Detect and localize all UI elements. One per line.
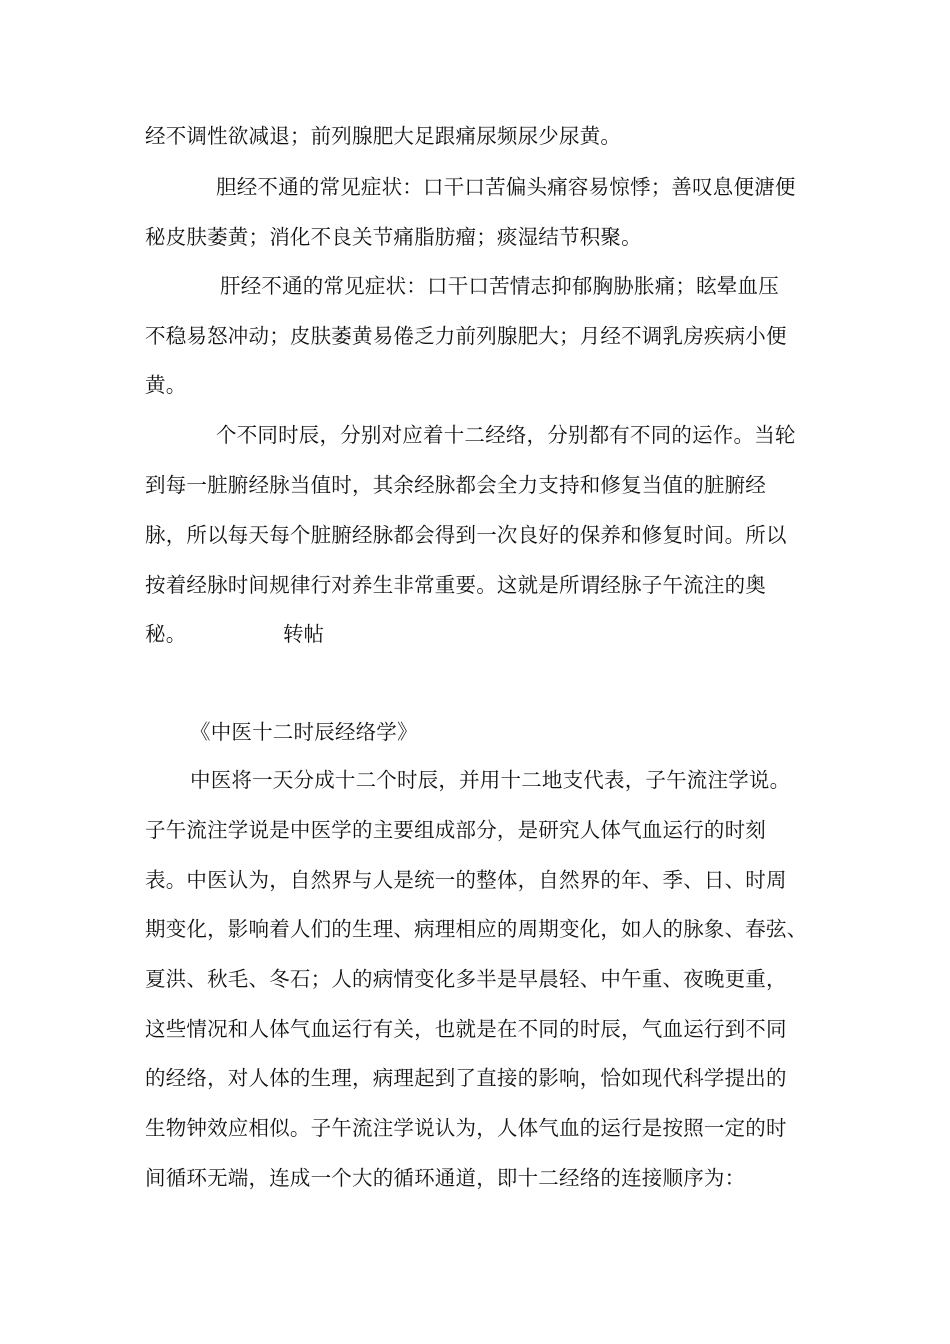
text-line: 生物钟效应相似。子午流注学说认为，人体气血的运行是按照一定的时: [145, 1116, 787, 1140]
text-line: 不稳易怒冲动；皮肤萎黄易倦乏力前列腺肥大；月经不调乳房疾病小便: [145, 324, 787, 348]
text-line: 秘。: [145, 622, 187, 646]
text-line: 中医将一天分成十二个时辰，并用十二地支代表，子午流注学说。: [190, 768, 791, 792]
text-line: 经不调性欲减退；前列腺肥大足跟痛尿频尿少尿黄。: [145, 124, 622, 148]
text-line: 按着经脉时间规律行对养生非常重要。这就是所谓经脉子午流注的奥: [145, 573, 766, 597]
text-line: 子午流注学说是中医学的主要组成部分，是研究人体气血运行的时刻: [145, 818, 766, 842]
text-line: 这些情况和人体气血运行有关，也就是在不同的时辰，气血运行到不同: [145, 1017, 787, 1041]
text-line: 肝经不通的常见症状：口干口苦情志抑郁胸胁胀痛；眩晕血压: [220, 274, 779, 298]
text-line: 的经络，对人体的生理，病理起到了直接的影响，恰如现代科学提出的: [145, 1066, 787, 1090]
text-line: 表。中医认为，自然界与人是统一的整体，自然界的年、季、日、时周: [145, 868, 787, 892]
text-line: 脉，所以每天每个脏腑经脉都会得到一次良好的保养和修复时间。所以: [145, 523, 787, 547]
text-line: 期变化，影响着人们的生理、病理相应的周期变化，如人的脉象、春弦、: [145, 917, 808, 941]
text-line: 秘皮肤萎黄；消化不良关节痛脂肪瘤；痰湿结节积聚。: [145, 225, 642, 249]
text-line: 夏洪、秋毛、冬石；人的病情变化多半是早晨轻、中午重、夜晚更重，: [145, 967, 787, 991]
text-line: 间循环无端，连成一个大的循环通道，即十二经络的连接顺序为：: [145, 1166, 746, 1190]
text-line: 到每一脏腑经脉当值时，其余经脉都会全力支持和修复当值的脏腑经: [145, 473, 766, 497]
text-line: 胆经不通的常见症状：口干口苦偏头痛容易惊悸；善叹息便溏便: [216, 175, 796, 199]
repost-label: 转帖: [283, 622, 324, 646]
section-title: 《中医十二时辰经络学》: [190, 720, 418, 744]
text-line: 个不同时辰，分别对应着十二经络，分别都有不同的运作。当轮: [216, 423, 796, 447]
text-line: 黄。: [145, 373, 187, 397]
